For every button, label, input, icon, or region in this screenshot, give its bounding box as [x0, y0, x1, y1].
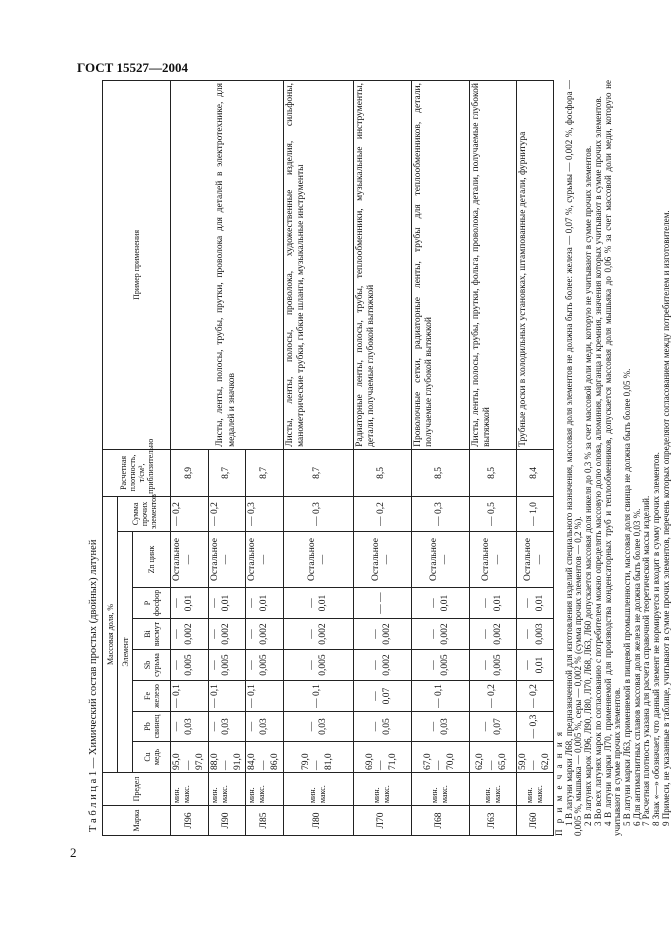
- fe-cell: — 0,1: [208, 681, 246, 712]
- cu-cell: 67,0— 70,0: [411, 742, 469, 773]
- sb-cell: — 0,005: [171, 650, 209, 681]
- table-caption: Т а б л и ц а 1 — Химический состав простых (двойных) латуней: [88, 539, 99, 832]
- bi-cell: — 0,002: [411, 619, 469, 650]
- pb-cell: — 0,03: [283, 712, 353, 742]
- pb-cell: — 0,07: [469, 712, 516, 742]
- sb-cell: — 0,005: [469, 650, 516, 681]
- fe-cell: — 0,1: [246, 681, 284, 712]
- bi-cell: — 0,002: [353, 619, 411, 650]
- cu-cell: 79,0— 81,0: [283, 742, 353, 773]
- fe-cell: — 0,2: [516, 681, 554, 712]
- note-item: 6 Для антимагнитных сплавов массовая доля железа не должна быть более 0,03 %.: [631, 508, 642, 826]
- limit-cell: мин. макс.: [246, 773, 284, 806]
- fe-cell: — 0,1: [171, 681, 209, 712]
- application-cell: Листы, ленты, полосы, трубы, прутки, фольга, проволока, детали, получаемые глубокой вытяжкой: [469, 81, 516, 450]
- sum-cell: — 0,2: [208, 496, 246, 531]
- note-item: 3 Во всех латунях марок по согласованию с потребителем можно определять массовую долю олова, алюминия, марганца и кремния, значения которых учитывают в сумме прочих элементов.: [592, 96, 603, 826]
- limit-cell: мин. макс.: [411, 773, 469, 806]
- limit-cell: мин. макс.: [171, 773, 209, 806]
- cu-cell: 95,0— 97,0: [171, 742, 209, 773]
- rotated-table-area: [86, 80, 671, 836]
- p-cell: — 0,01: [516, 588, 554, 619]
- col-sb: Sb сурьма: [133, 650, 171, 681]
- density-cell: 8,9: [171, 449, 209, 496]
- note-item: 4 В латуни марки Л70, применяемой для производства конденсаторных труб и теплообменников, допускается массовая доля мышьяка до 0,06 % за счет массовой доли меди, которую не учитывают в сумме прочих элементов.: [602, 80, 623, 836]
- sb-cell: — 0,005: [283, 650, 353, 681]
- sb-cell: — 0,005: [246, 650, 284, 681]
- col-zn: Zn цинк: [133, 532, 171, 588]
- col-pb: Pb свинец: [133, 712, 171, 742]
- limit-cell: мин. макс.: [353, 773, 411, 806]
- application-cell: Трубные доски в холодильных установках, штампованные детали, фурнитура: [516, 81, 554, 450]
- sum-cell: — 1,0: [516, 496, 554, 531]
- density-cell: 8,5: [411, 449, 469, 496]
- p-cell: — 0,01: [171, 588, 209, 619]
- note-item: 1 В латуни марки Л68, предназначенной для изготовления изделий специального назначения, массовая доля элементов не должна быть более: железа — 0,07 %, сурьмы — 0,002 %, фосфора — 0,005 %, мышьяка — 0,005 %, серы — 0,002 % (сумма прочих элементов — 0,2 %).: [563, 80, 584, 836]
- bi-cell: — 0,002: [246, 619, 284, 650]
- note-item: 5 В латуни марки Л63, применяемой в пищевой промышленности, массовая доля свинца не должна быть более 0,05 %.: [621, 368, 632, 826]
- page-number: 2: [70, 845, 77, 860]
- col-p: P фосфор: [133, 588, 171, 619]
- col-application: Пример применения: [103, 81, 171, 450]
- zn-cell: Остальное —: [208, 532, 246, 588]
- density-cell: 8,7: [246, 449, 284, 496]
- pb-cell: — 0,03: [171, 712, 209, 742]
- notes-block: [555, 80, 671, 836]
- table-row: [171, 81, 209, 836]
- cu-cell: 62,0— 65,0: [469, 742, 516, 773]
- p-cell: — 0,01: [411, 588, 469, 619]
- col-cu: Cu медь: [133, 742, 171, 773]
- density-cell: 8,4: [516, 449, 554, 496]
- limit-cell: мин. макс.: [283, 773, 353, 806]
- p-cell: — —: [353, 588, 411, 619]
- grade-cell: Л70: [353, 806, 411, 836]
- sb-cell: — 0,01: [516, 650, 554, 681]
- bi-cell: — 0,002: [283, 619, 353, 650]
- col-limit: Предел: [103, 773, 171, 806]
- note-item: 8 Знак «—» обозначает, что данный элемент не нормируется и входит в сумму прочих элементов.: [651, 452, 662, 826]
- sum-cell: — 0,2: [171, 496, 209, 531]
- grade-cell: Л60: [516, 806, 554, 836]
- table-row: [283, 81, 353, 836]
- application-cell: Радиаторные ленты, полосы, трубы, теплообменники, музыкальные инструменты, детали, получаемые глубокой вытяжкой: [353, 81, 411, 450]
- cu-cell: 84,0— 86,0: [246, 742, 284, 773]
- note-item: 7 Расчетная плотность указана для расчета справочной теоретической массы изделий.: [641, 495, 652, 826]
- table-row: [411, 81, 469, 836]
- density-cell: 8,7: [283, 449, 353, 496]
- sum-cell: — 0,3: [246, 496, 284, 531]
- table-row: [469, 81, 516, 836]
- pb-cell: — 0,03: [411, 712, 469, 742]
- zn-cell: Остальное —: [516, 532, 554, 588]
- cu-cell: 69,0— 71,0: [353, 742, 411, 773]
- col-bi: Bi висмут: [133, 619, 171, 650]
- grade-cell: Л96: [171, 806, 209, 836]
- fe-cell: — 0,07: [353, 681, 411, 712]
- col-density: Расчетная плотность, т/см³, приблизительно: [103, 449, 171, 496]
- density-cell: 8,7: [208, 449, 246, 496]
- application-cell: Листы, ленты, полосы, трубы, прутки, проволока для деталей в электротехнике, для медалей и значков: [171, 81, 284, 450]
- note-item: 9 Примеси, не указанные в таблице, учитывают в сумме прочих элементов, перечень которых определяют согласованием между потребителем и изготовителем.: [660, 210, 671, 826]
- p-cell: — 0,01: [208, 588, 246, 619]
- pb-cell: — 0,05: [353, 712, 411, 742]
- col-sum-other: Сумма прочих элементов: [118, 496, 171, 531]
- sb-cell: — 0,005: [411, 650, 469, 681]
- col-mass-fraction: Массовая доля, %: [103, 496, 118, 772]
- col-element: Элемент: [118, 532, 133, 773]
- bi-cell: — 0,002: [469, 619, 516, 650]
- pb-cell: — 0,3: [516, 712, 554, 742]
- notes-title: П р и м е ч а н и я: [554, 729, 564, 836]
- cu-cell: 59,0— 62,0: [516, 742, 554, 773]
- zn-cell: Остальное —: [283, 532, 353, 588]
- fe-cell: — 0,1: [411, 681, 469, 712]
- bi-cell: — 0,003: [516, 619, 554, 650]
- sum-cell: — 0,5: [469, 496, 516, 531]
- fe-cell: — 0,2: [469, 681, 516, 712]
- grade-cell: Л80: [283, 806, 353, 836]
- sb-cell: — 0,002: [353, 650, 411, 681]
- table-row: [516, 81, 554, 836]
- p-cell: — 0,01: [246, 588, 284, 619]
- zn-cell: Остальное —: [353, 532, 411, 588]
- sb-cell: — 0,005: [208, 650, 246, 681]
- grade-cell: Л90: [208, 806, 246, 836]
- cu-cell: 88,0— 91,0: [208, 742, 246, 773]
- composition-table: [102, 80, 554, 836]
- bi-cell: — 0,002: [208, 619, 246, 650]
- density-cell: 8,5: [353, 449, 411, 496]
- zn-cell: Остальное —: [171, 532, 209, 588]
- zn-cell: Остальное —: [411, 532, 469, 588]
- table-row: [353, 81, 411, 836]
- note-item: 2 В латунях марок Л96, Л90, Л80, Л70, Л68, Л63, Л60 допускается массовая доля никеля до 0,3 % за счет массовой доли меди, которую не учитывают в сумме прочих элементов.: [583, 145, 594, 826]
- pb-cell: — 0,03: [246, 712, 284, 742]
- density-cell: 8,5: [469, 449, 516, 496]
- grade-cell: Л85: [246, 806, 284, 836]
- col-fe: Fe железо: [133, 681, 171, 712]
- zn-cell: Остальное —: [246, 532, 284, 588]
- col-grade: Марка: [103, 806, 171, 836]
- bi-cell: — 0,002: [171, 619, 209, 650]
- limit-cell: мин. макс.: [469, 773, 516, 806]
- sum-cell: — 0,3: [283, 496, 353, 531]
- sum-cell: — 0,3: [411, 496, 469, 531]
- sum-cell: — 0,2: [353, 496, 411, 531]
- limit-cell: мин. макс.: [208, 773, 246, 806]
- limit-cell: мин. макс.: [516, 773, 554, 806]
- fe-cell: — 0,1: [283, 681, 353, 712]
- p-cell: — 0,01: [283, 588, 353, 619]
- grade-cell: Л63: [469, 806, 516, 836]
- grade-cell: Л68: [411, 806, 469, 836]
- application-cell: Листы, ленты, полосы, проволока, художественные изделия, сильфоны, манометрические трубки, гибкие шланги, музыкальные инструменты: [283, 81, 353, 450]
- p-cell: — 0,01: [469, 588, 516, 619]
- document-header: ГОСТ 15527—2004: [77, 60, 189, 75]
- pb-cell: — 0,03: [208, 712, 246, 742]
- application-cell: Проволочные сетки, радиаторные ленты, трубы для теплообменников, детали, получаемые глубокой вытяжкой: [411, 81, 469, 450]
- zn-cell: Остальное —: [469, 532, 516, 588]
